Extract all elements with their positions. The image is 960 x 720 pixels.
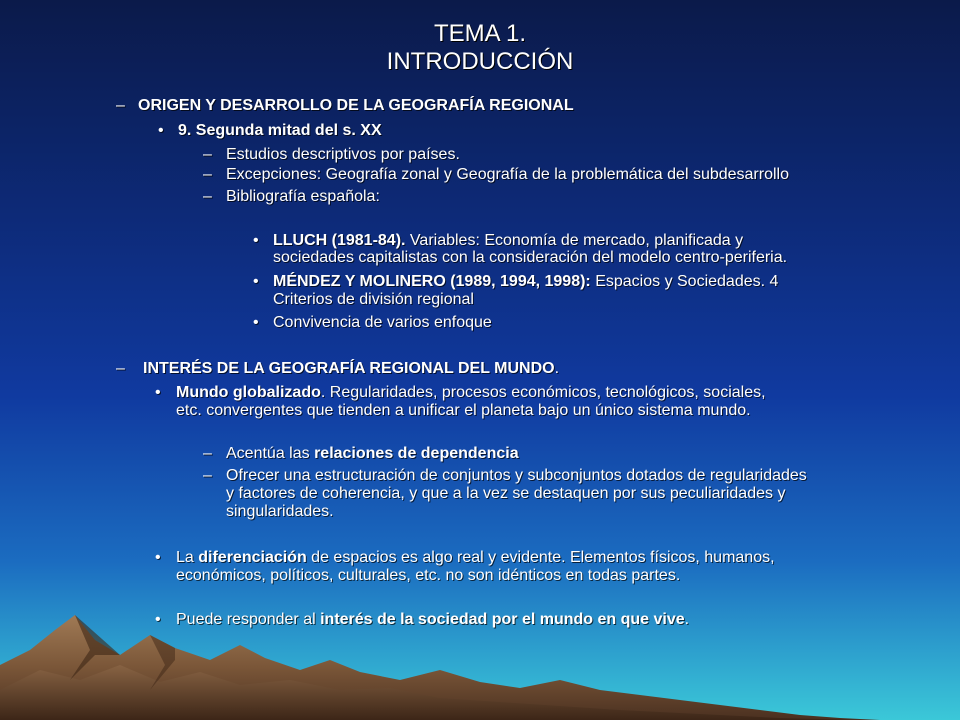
bullet-marker: • — [158, 122, 164, 139]
bullet-marker: • — [155, 549, 161, 566]
bullet-marker: • — [253, 232, 259, 249]
bullet-marker: • — [155, 384, 161, 401]
bullet-marker: • — [253, 273, 259, 290]
dash-marker: – — [116, 97, 125, 114]
mountain-landscape-image — [0, 610, 960, 720]
title-line-1: TEMA 1. — [433, 20, 527, 47]
dash-marker: – — [203, 445, 212, 462]
biblio-mendez-line2: Criterios de división regional — [273, 291, 474, 308]
dash-marker: – — [203, 467, 212, 484]
section1-subheading: 9. Segunda mitad del s. XX — [178, 122, 382, 139]
section2-heading: INTERÉS DE LA GEOGRAFÍA REGIONAL DEL MUNDO. — [143, 360, 560, 377]
ofrecer-line2: y factores de coherencia, y que a la vez se destaquen por sus peculiaridades y — [226, 485, 786, 502]
mundo-line2: etc. convergentes que tienden a unificar el planeta bajo un único sistema mundo. — [176, 402, 751, 419]
biblio-convivencia: Convivencia de varios enfoque — [273, 314, 492, 331]
biblio-lluch-line1: LLUCH (1981-84). Variables: Economía de mercado, planificada y — [273, 232, 744, 249]
bullet-marker: • — [155, 611, 161, 628]
dash-marker: – — [116, 360, 125, 377]
dash-marker: – — [203, 166, 212, 183]
biblio-lluch-line2: sociedades capitalistas con la consideración del modelo centro-periferia. — [273, 249, 788, 266]
bullet-marker: • — [253, 314, 259, 331]
dash-marker: – — [203, 146, 212, 163]
title-line-2: INTRODUCCIÓN — [386, 48, 574, 75]
list-item: Estudios descriptivos por países. — [226, 146, 460, 163]
list-item: Bibliografía española: — [226, 188, 380, 205]
dash-marker: – — [203, 188, 212, 205]
diferenciacion-line1: La diferenciación de espacios es algo real y evidente. Elementos físicos, humanos, — [176, 549, 775, 566]
ofrecer-line1: Ofrecer una estructuración de conjuntos y subconjuntos dotados de regularidades — [226, 467, 807, 484]
list-item: Excepciones: Geografía zonal y Geografía de la problemática del subdesarrollo — [226, 166, 789, 183]
biblio-mendez-line1: MÉNDEZ Y MOLINERO (1989, 1994, 1998): Espacios y Sociedades. 4 — [273, 273, 779, 290]
acentua-item: Acentúa las relaciones de dependencia — [226, 445, 519, 462]
ofrecer-line3: singularidades. — [226, 503, 334, 520]
section1-heading: ORIGEN Y DESARROLLO DE LA GEOGRAFÍA REGIONAL — [138, 97, 574, 114]
mundo-line1: Mundo globalizado. Regularidades, procesos económicos, tecnológicos, sociales, — [176, 384, 766, 401]
diferenciacion-line2: económicos, políticos, culturales, etc. no son idénticos en todas partes. — [176, 567, 681, 584]
puede-responder: Puede responder al interés de la sociedad por el mundo en que vive. — [176, 611, 690, 628]
